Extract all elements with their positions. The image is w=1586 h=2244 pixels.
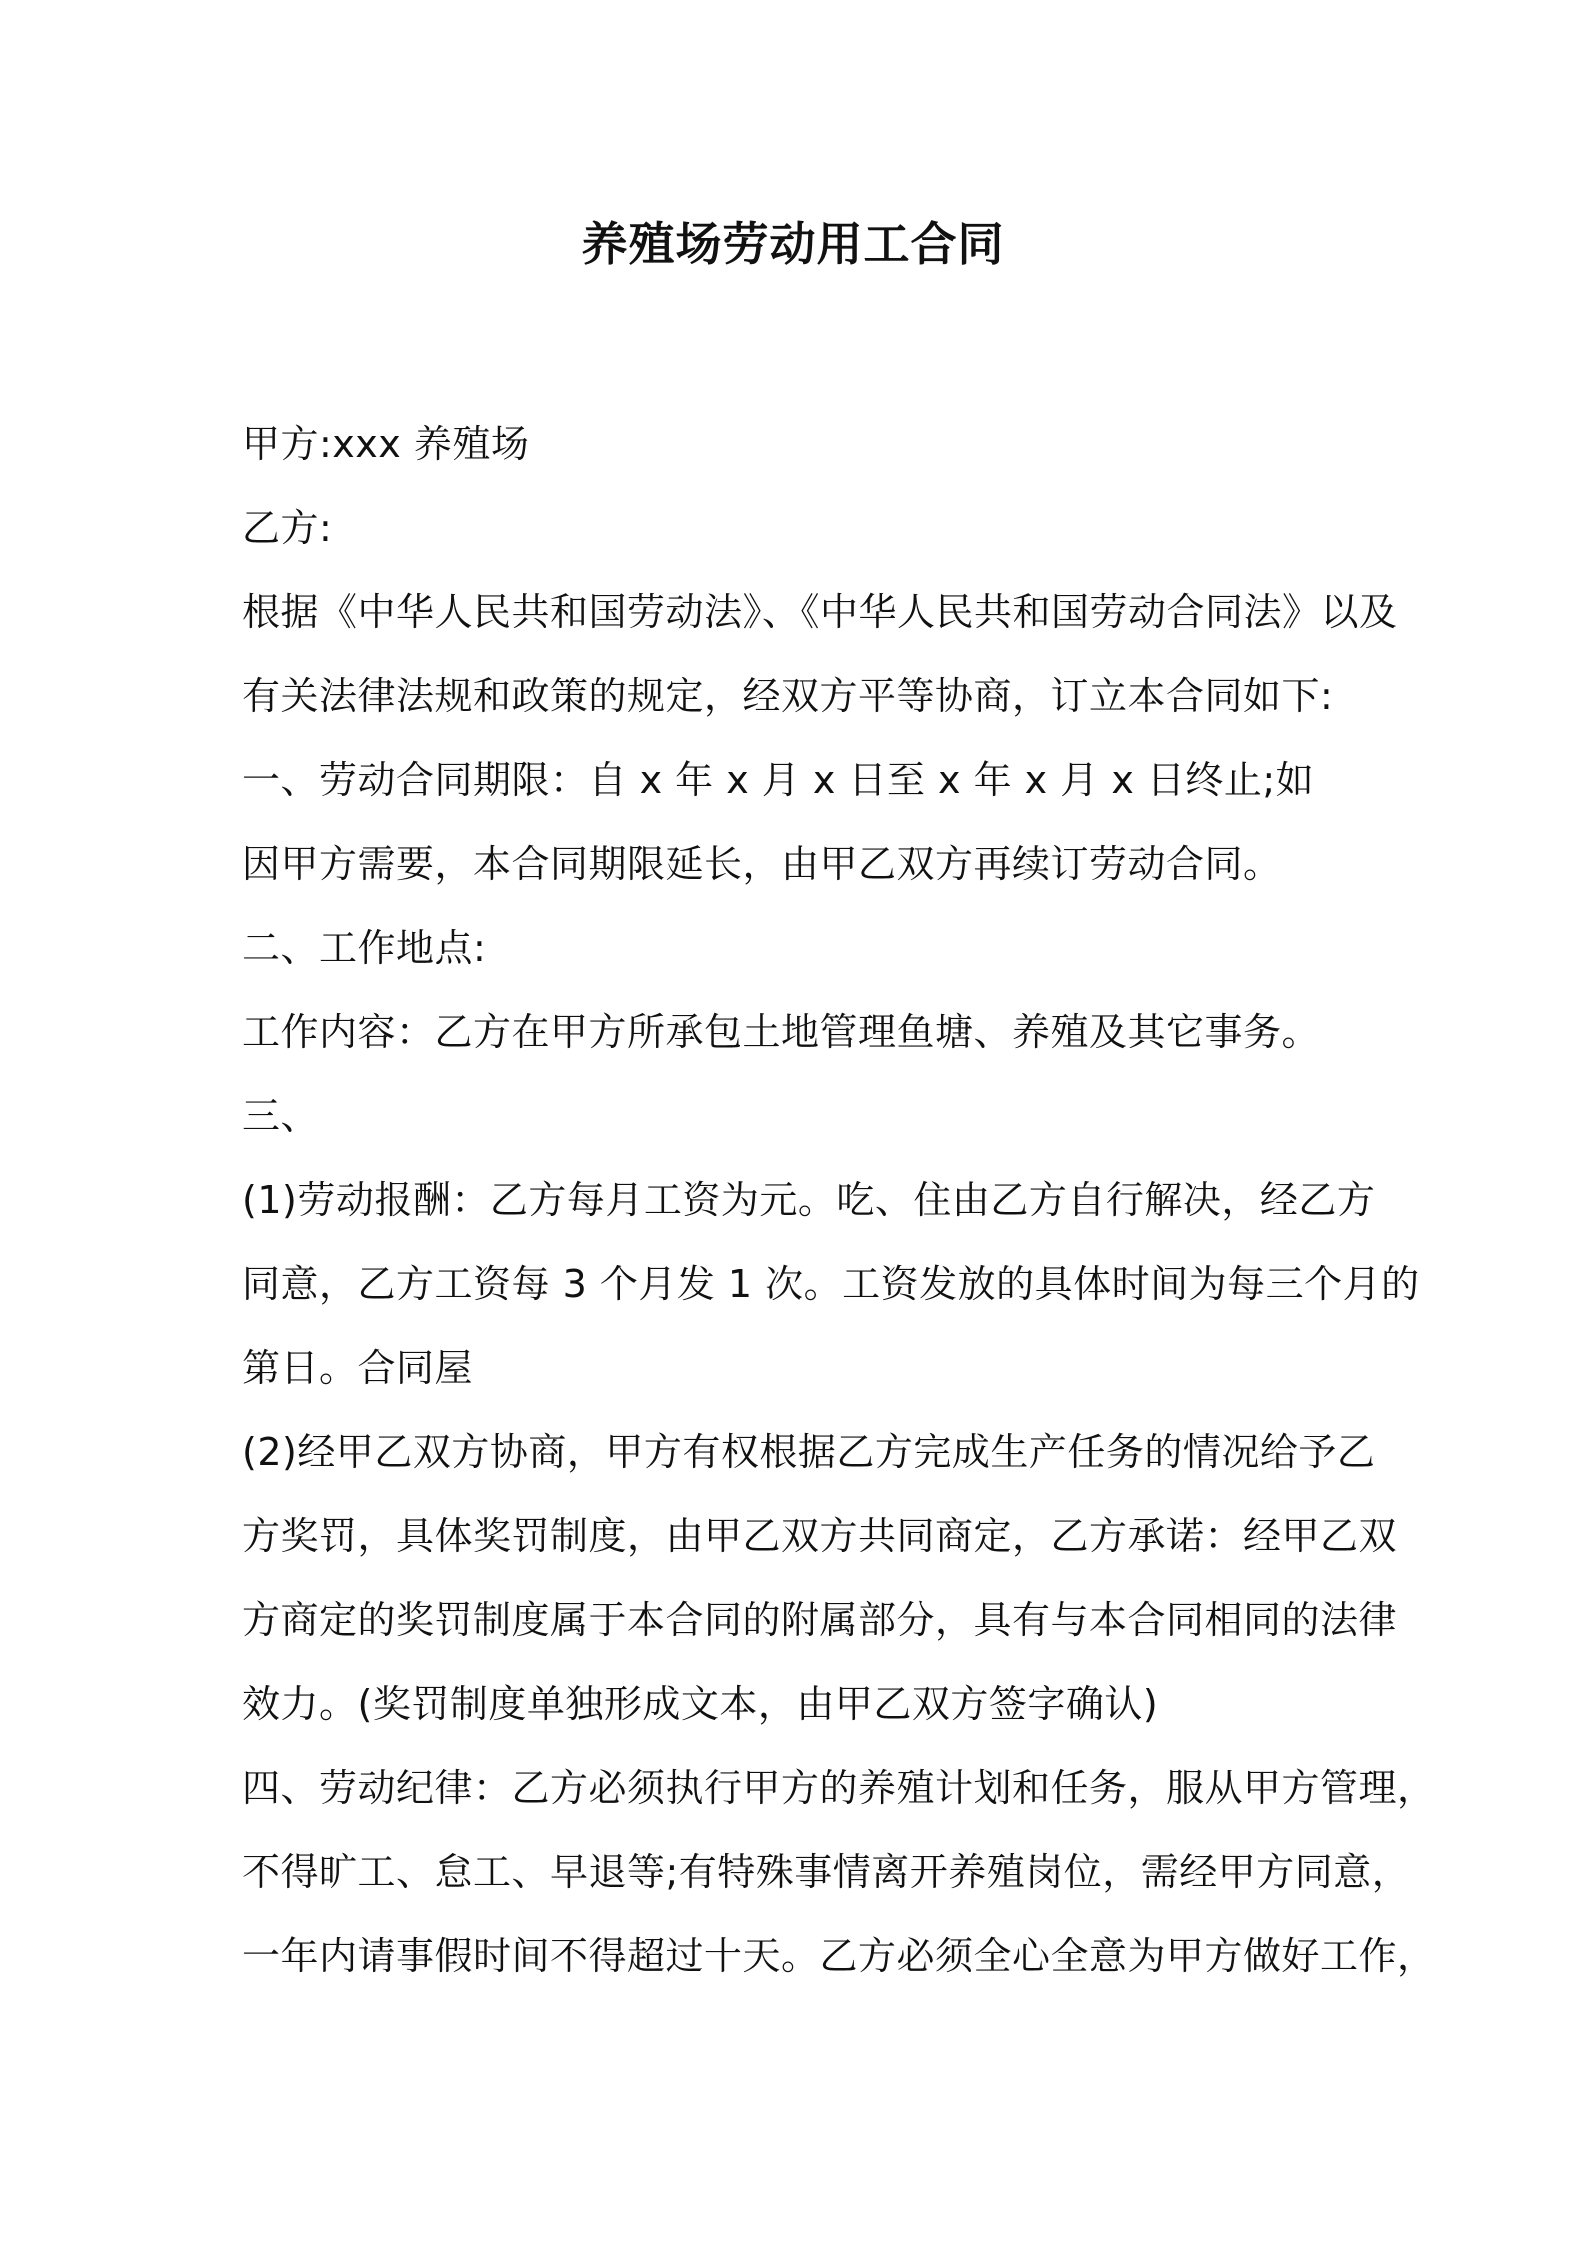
body-line: 因甲方需要，本合同期限延长，由甲乙双方再续订劳动合同。 [242, 842, 1282, 886]
body-line: 方商定的奖罚制度属于本合同的附属部分，具有与本合同相同的法律 [242, 1598, 1398, 1642]
body-line: 同意，乙方工资每 3 个月发 1 次。工资发放的具体时间为每三个月的 [242, 1262, 1420, 1306]
body-line: 有关法律法规和政策的规定，经双方平等协商，订立本合同如下: [242, 674, 1334, 718]
body-line: 工作内容：乙方在甲方所承包土地管理鱼塘、养殖及其它事务。 [242, 1010, 1321, 1054]
body-line: 方奖罚，具体奖罚制度，由甲乙双方共同商定，乙方承诺：经甲乙双 [242, 1514, 1398, 1558]
party-a-line: 甲方:xxx 养殖场 [242, 422, 530, 466]
body-line: 根据《中华人民共和国劳动法》、《中华人民共和国劳动合同法》以及 [242, 590, 1398, 634]
body-line: (1)劳动报酬：乙方每月工资为元。吃、住由乙方自行解决，经乙方 [242, 1178, 1376, 1222]
body-line: 第日。合同屋 [242, 1346, 474, 1390]
body-line: 不得旷工、怠工、早退等;有特殊事情离开养殖岗位，需经甲方同意， [242, 1850, 1411, 1894]
section-2-line: 二、工作地点: [242, 926, 487, 970]
section-1-line: 一、劳动合同期限：自 x 年 x 月 x 日至 x 年 x 月 x 日终止;如 [242, 758, 1315, 802]
party-b-line: 乙方: [242, 506, 333, 550]
body-line: 效力。(奖罚制度单独形成文本，由甲乙双方签字确认) [242, 1682, 1159, 1726]
document-title: 养殖场劳动用工合同 [581, 217, 1005, 271]
section-3-line: 三、 [242, 1094, 320, 1138]
body-line: (2)经甲乙双方协商，甲方有权根据乙方完成生产任务的情况给予乙 [242, 1430, 1376, 1474]
section-4-line: 四、劳动纪律：乙方必须执行甲方的养殖计划和任务，服从甲方管理， [242, 1766, 1436, 1810]
document-body [242, 402, 1436, 1998]
body-line: 一年内请事假时间不得超过十天。乙方必须全心全意为甲方做好工作， [242, 1934, 1436, 1978]
